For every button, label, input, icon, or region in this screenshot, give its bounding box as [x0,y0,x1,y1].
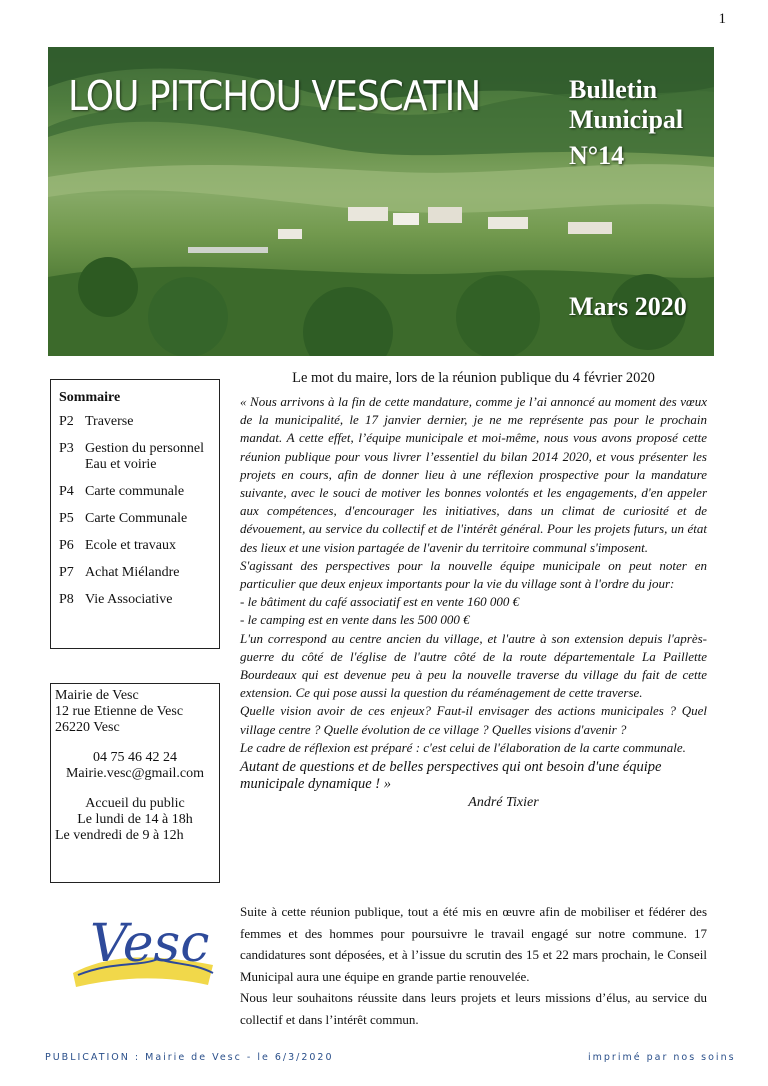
summary-item [59,538,211,554]
summary-item [59,565,211,581]
footer-printed: imprimé par nos soins [588,1052,736,1063]
summary-label: Achat Miélandre [85,565,180,580]
summary-heading: Sommaire [59,390,121,405]
summary-page: P5 [59,511,74,526]
speech-text [240,393,707,757]
bulletin-title: LOU PITCHOU VESCATIN [68,73,481,121]
footer-publication: PUBLICATION : Mairie de Vesc - le 6/3/2020 [45,1052,334,1063]
mairie-name: Mairie de Vesc [55,688,139,703]
summary-page: P2 [59,414,74,429]
speech-paragraph: « Nous arrivons à la fin de cette mandature, comme je l’ai annoncé au moment des vœux de la municipalité, le 17 janvier dernier, je ne me représente pas pour le prochain mandat. A cette effet, l’équipe municipale et moi-même, nous vous avons proposé cette réunion publique pour vous livrer l’essentiel du bilan 2014 2020, et vous présenter les projets en cours, afin de donner lieu à une réflexion prospective pour la mandature suivante, avec le souci de motiver les bonnes volontés et les engagements, d'en appeler aux compétences, d'encourager les initiatives, dans un climat de curiosité et de dévouement, au service du collectif et de l'intérêt général. Pour les projets futurs, un état des lieux et une vision partagée de l'avenir du territoire communal s'imposent. [240,394,707,555]
summary-page: P7 [59,565,74,580]
mairie-email: Mairie.vesc@gmail.com [65,766,205,781]
signature: André Tixier [468,795,539,811]
summary-label: Gestion du personnel Eau et voirie [85,441,204,472]
summary-box [50,379,220,649]
summary-page: P3 [59,441,74,456]
bulletin-label [569,75,683,171]
speech-paragraph: Le cadre de réflexion est préparé : c'est celui de l'élaboration de la carte communale. [240,739,686,755]
followup-text [240,901,707,1030]
summary-item [59,511,211,527]
hours-friday: Le vendredi de 9 à 12h [55,828,184,843]
logo-text: Vesc [90,914,210,974]
summary-list [59,414,211,608]
vesc-logo [68,895,218,995]
summary-page: P4 [59,484,74,499]
summary-label: Carte Communale [85,511,188,526]
followup-paragraph: Suite à cette réunion publique, tout a été mis en œuvre afin de mobiliser et fédérer des femmes et des hommes pour poursuivre le travail engagé sur notre commune. 17 candidatures sont déposées, et à l’issue du scrutin des 15 et 22 mars prochain, le Conseil Municipal aura une équipe en grande partie renouvelée. [240,904,707,984]
speech-bullet: - le bâtiment du café associatif est en vente 160 000 € [240,594,520,610]
mayor-article [240,370,707,811]
summary-page: P6 [59,538,74,553]
issue-number: N°14 [569,141,625,170]
speech-closing: Autant de questions et de belles perspectives qui ont besoin d'une équipe municipale dynamique ! » [240,759,662,793]
page-number: 1 [718,11,726,27]
hours-title: Accueil du public [85,796,185,811]
summary-label: Vie Associative [85,592,173,607]
summary-item [59,414,211,430]
speech-paragraph: Quelle vision avoir de ces enjeux? Faut-il envisager des actions municipales ? Quel village centre ? Quelle évolution de ce village ? Quelles visions d'avenir ? [240,703,707,737]
municipal-word: Municipal [569,105,684,134]
summary-page: P8 [59,592,74,607]
article-heading: Le mot du maire, lors de la réunion publique du 4 février 2020 [292,370,655,386]
speech-paragraph: L'un correspond au centre ancien du village, et l'autre à son extension depuis l'après-guerre du côté de l'église de l'autre côté de la route départementale La Paillette Bourdeaux qui est devenue peu à peu la nouvelle traverse du village du fait de cette extension. Ce qui pose aussi la question du réaménagement de cette traverse. [240,630,707,701]
bulletin-word: Bulletin [569,75,658,104]
speech-bullet: - le camping est en vente dans les 500 000 € [240,612,470,628]
mairie-phone: 04 75 46 42 24 [93,750,177,765]
summary-item [59,592,211,608]
followup-paragraph: Nous leur souhaitons réussite dans leurs projets et leurs missions d’élus, au service du collectif et dans l’intérêt commun. [240,990,707,1027]
summary-label: Traverse [85,414,134,429]
summary-item [59,484,211,500]
contact-box [50,683,220,883]
issue-date: Mars 2020 [569,292,687,321]
summary-label: Ecole et travaux [85,538,176,553]
header-banner [48,47,714,356]
summary-label: Carte communale [85,484,185,499]
hours-monday: Le lundi de 14 à 18h [77,812,193,827]
summary-item [59,441,211,473]
speech-paragraph: S'agissant des perspectives pour la nouvelle équipe municipale on peut noter en particulier que deux enjeux importants pour la vie du village sont à l'ordre du jour: [240,557,707,592]
mairie-city: 26220 Vesc [55,720,120,735]
mairie-street: 12 rue Etienne de Vesc [55,704,184,719]
